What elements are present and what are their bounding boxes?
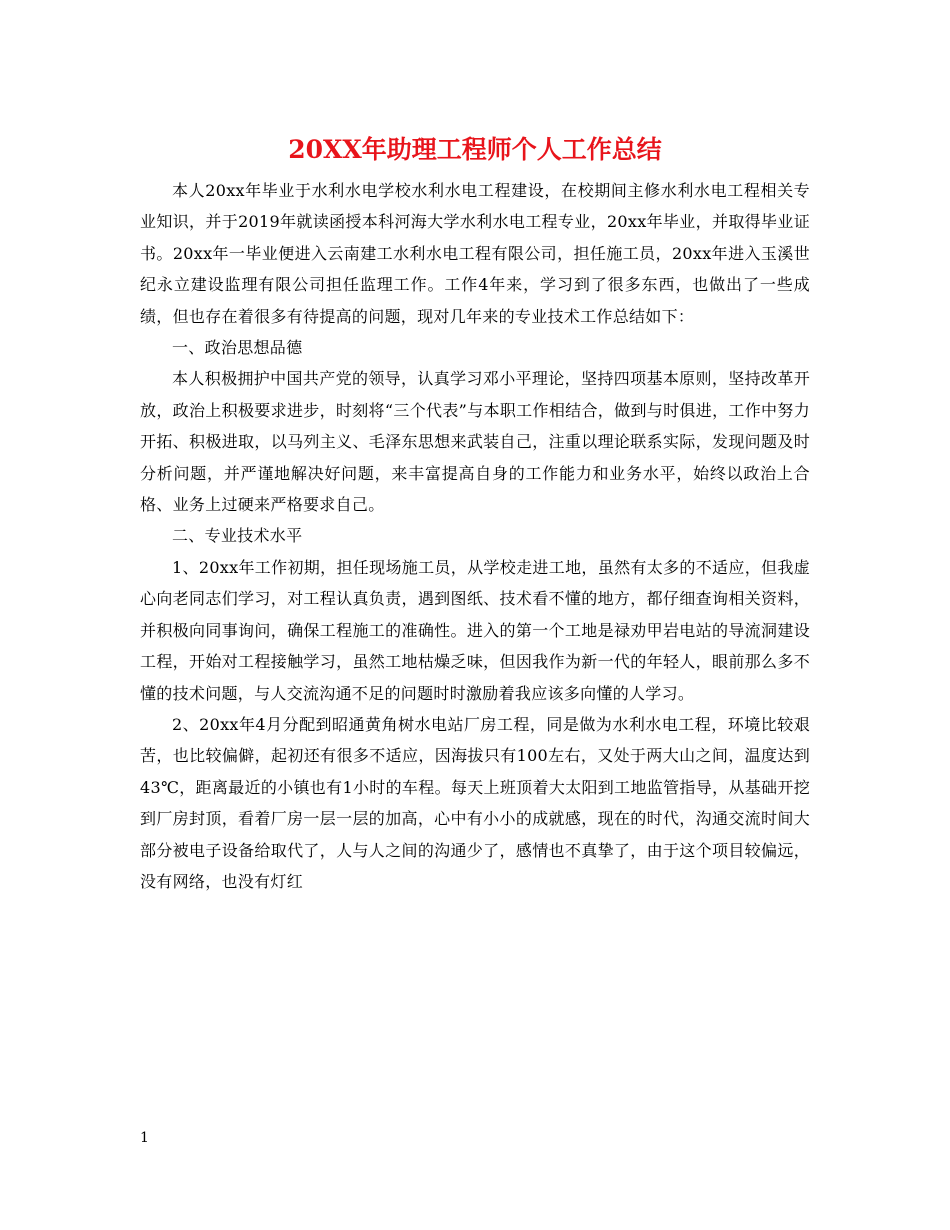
section-heading-politics: 一、政治思想品德 <box>172 338 303 358</box>
section-heading-technical: 二、专业技术水平 <box>172 526 303 546</box>
page-number: 1 <box>140 1130 149 1146</box>
document-body <box>140 175 810 897</box>
paragraph-intro: 本人20xx年毕业于水利水电学校水利水电工程建设，在校期间主修水利水电工程相关专业知识，并于2019年就读函授本科河海大学水利水电工程专业，20xx年毕业，并取得毕业证书。20xx年一毕业便进入云南建工水利水电工程有限公司，担任施工员，20xx年进入玉溪世纪永立建设监理有限公司担任监理工作。工作4年来，学习到了很多东西，也做出了一些成绩，但也存在着很多有待提高的问题，现对几年来的专业技术工作总结如下： <box>140 181 810 326</box>
paragraph-technical-1: 1、20xx年工作初期，担任现场施工员，从学校走进工地，虽然有太多的不适应，但我虚心向老同志们学习，对工程认真负责，遇到图纸、技术看不懂的地方，都仔细查询相关资料，并积极向同事询问，确保工程施工的准确性。进入的第一个工地是禄劝甲岩电站的导流洞建设工程，开始对工程接触学习，虽然工地枯燥乏味，但因我作为新一代的年轻人，眼前那么多不懂的技术问题，与人交流沟通不足的问题时时激励着我应该多向懂的人学习。 <box>140 557 810 703</box>
paragraph-politics: 本人积极拥护中国共产党的领导，认真学习邓小平理论，坚持四项基本原则，坚持改革开放，政治上积极要求进步，时刻将“三个代表”与本职工作相结合，做到与时俱进，工作中努力开拓、积极进取，以马列主义、毛泽东思想来武装自己，注重以理论联系实际，发现问题及时分析问题，并严谨地解决好问题，来丰富提高自身的工作能力和业务水平，始终以政治上合格、业务上过硬来严格要求自己。 <box>140 369 810 515</box>
page-title: 20XX年助理工程师个人工作总结 <box>288 135 662 164</box>
paragraph-technical-2: 2、20xx年4月分配到昭通黄角树水电站厂房工程，同是做为水利水电工程，环境比较艰苦，也比较偏僻，起初还有很多不适应，因海拔只有100左右，又处于两大山之间，温度达到43℃，距离最近的小镇也有1小时的车程。每天上班顶着大太阳到工地监管指导，从基础开挖到厂房封顶，看着厂房一层一层的加高，心中有小小的成就感，现在的时代，沟通交流时间大部分被电子设备给取代了，人与人之间的沟通少了，感情也不真挚了，由于这个项目较偏远，没有网络，也没有灯红 <box>140 714 810 891</box>
